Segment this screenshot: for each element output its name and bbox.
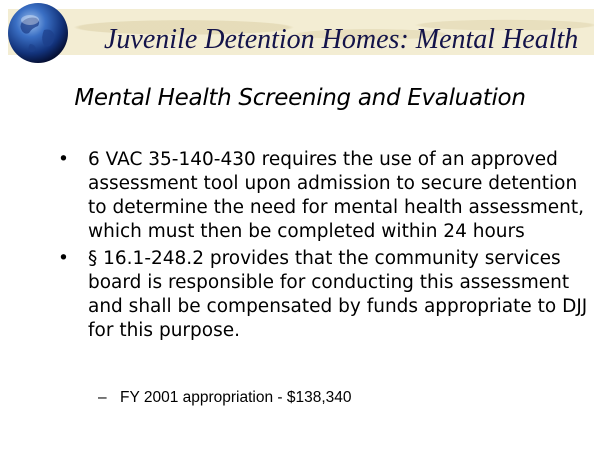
sub-bullet-item (98, 388, 352, 408)
bullet-item (58, 247, 588, 343)
bullet-text: § 16.1-248.2 provides that the community services board is responsible for conducting this assessment and shall be compensated by funds appropriate to DJJ for this purpose. (88, 248, 588, 341)
globe-icon (0, 0, 72, 66)
bullet-list (58, 148, 588, 346)
bullet-marker: • (58, 248, 69, 269)
bullet-item (58, 148, 588, 244)
section-heading: Mental Health Screening and Evaluation (74, 85, 526, 111)
slide-title: Juvenile Detention Homes: Mental Health (104, 24, 579, 55)
sub-bullet-marker: – (98, 389, 107, 406)
bullet-text: 6 VAC 35-140-430 requires the use of an approved assessment tool upon admission to secure detention to determine the need for mental health assessment, which must then be completed within 24 hours (88, 149, 585, 242)
bullet-marker: • (58, 149, 69, 170)
sub-bullet-text: FY 2001 appropriation - $138,340 (120, 389, 352, 406)
title-banner (8, 9, 594, 55)
